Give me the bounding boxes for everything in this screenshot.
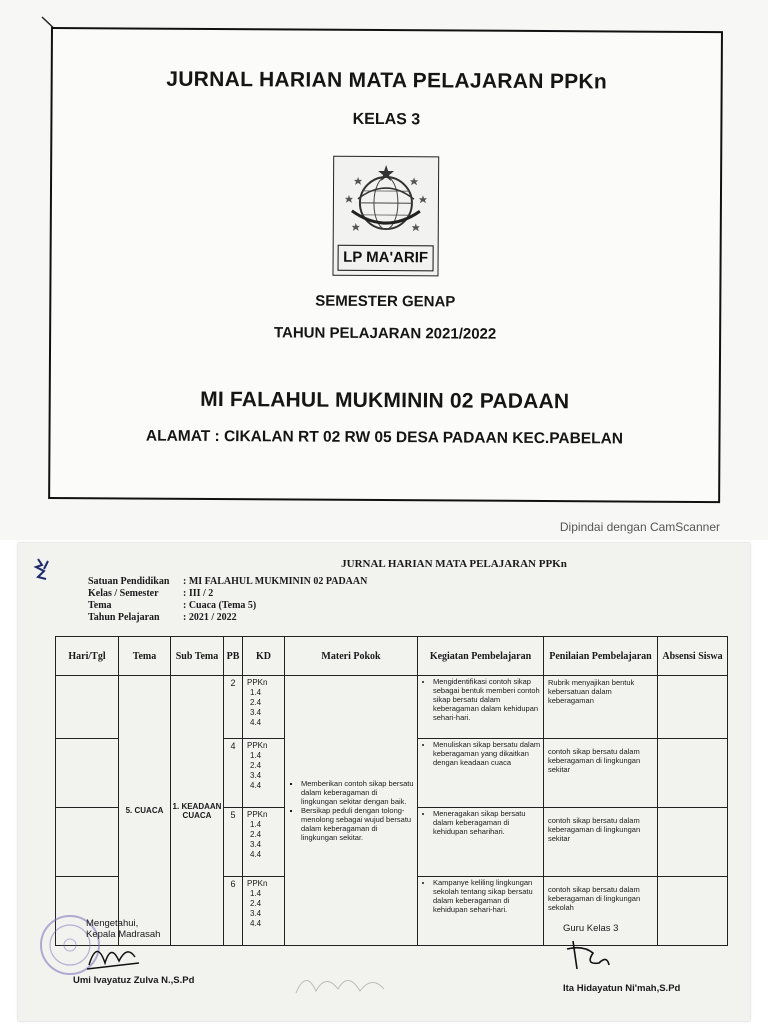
kd-item: 2.4 xyxy=(250,761,262,770)
info-value: : 2021 / 2022 xyxy=(183,612,237,623)
kd-cell xyxy=(243,808,285,877)
kd-item: 1.4 xyxy=(250,820,262,829)
kd-cell xyxy=(243,676,285,739)
kd-subject: PPKn xyxy=(247,678,268,687)
kd-item: 4.4 xyxy=(250,850,262,859)
info-label: Tema xyxy=(88,600,112,611)
column-header: Kegiatan Pembelajaran xyxy=(418,637,544,676)
kd-item: 2.4 xyxy=(250,698,262,707)
signature-role: Kepala Madrasah xyxy=(86,929,161,940)
column-header: Tema xyxy=(119,637,171,676)
cover-semester: SEMESTER GENAP xyxy=(315,292,456,311)
journal-page xyxy=(18,543,750,1021)
kd-item: 3.4 xyxy=(250,708,262,717)
principal-name: Umi Ivayatuz Zulva N.,S.Pd xyxy=(73,975,195,986)
hari-tgl-cell xyxy=(56,676,119,739)
info-row xyxy=(88,600,367,612)
camscanner-watermark: Dipindai dengan CamScanner xyxy=(559,520,720,534)
lp-maarif-logo xyxy=(332,156,439,277)
kd-item: 3.4 xyxy=(250,909,262,918)
hari-tgl-cell xyxy=(56,808,119,877)
kegiatan-item: • Kampanye keliling lingkungan sekolah tentang sikap bersatu dalam keberagaman di kehidupan sehari-hari. xyxy=(433,878,543,914)
absensi-cell xyxy=(658,877,728,946)
column-header: Absensi Siswa xyxy=(658,637,728,676)
materi-pokok-cell xyxy=(285,676,418,946)
cover-address: ALAMAT : CIKALAN RT 02 RW 05 DESA PADAAN KEC.PABELAN xyxy=(145,427,624,448)
info-row xyxy=(88,576,367,588)
teacher-name: Ita Hidayatun Ni'mah,S.Pd xyxy=(563,983,681,994)
kegiatan-item: • Meneragakan sikap bersatu dalam keberagaman di kehidupan seharihari. xyxy=(433,809,543,836)
info-row xyxy=(88,612,367,624)
column-header: KD xyxy=(243,637,285,676)
column-header: Hari/Tgl xyxy=(56,637,119,676)
journal-info-block xyxy=(88,576,367,624)
sub-tema-cell: 1. KEADAAN CUACA xyxy=(171,676,224,946)
kegiatan-cell xyxy=(418,808,544,877)
kd-item: 1.4 xyxy=(250,688,262,697)
kd-subject: PPKn xyxy=(247,741,268,750)
kd-item: 2.4 xyxy=(250,830,262,839)
column-header: PB xyxy=(224,637,243,676)
pb-cell: 4 xyxy=(224,739,243,808)
materi-item: ▪ Bersikap peduli dengan tolong- menolong sebagai wujud bersatu dalam keberagaman di lingkungan sekitar. xyxy=(301,806,414,842)
column-header: Materi Pokok xyxy=(285,637,418,676)
penilaian-cell: contoh sikap bersatu dalam keberagaman di lingkungan sekolah xyxy=(544,877,658,946)
principal-signature-icon xyxy=(83,935,143,975)
kd-item: 1.4 xyxy=(250,751,262,760)
kegiatan-cell xyxy=(418,739,544,808)
info-label: Tahun Pelajaran xyxy=(88,612,160,623)
absensi-cell xyxy=(658,739,728,808)
info-value: : Cuaca (Tema 5) xyxy=(183,600,257,611)
pb-cell: 6 xyxy=(224,877,243,946)
materi-item: ▪ Memberikan contoh sikap bersatu dalam keberagaman di lingkungan sekitar dengan baik. xyxy=(301,779,414,806)
nu-globe-emblem-icon xyxy=(344,161,429,246)
kd-cell xyxy=(243,739,285,808)
hari-tgl-cell xyxy=(56,739,119,808)
teacher-signature-title: Guru Kelas 3 xyxy=(563,923,619,934)
kd-item: 1.4 xyxy=(250,889,262,898)
kd-item: 4.4 xyxy=(250,919,262,928)
faint-handwriting-mark xyxy=(286,963,396,1003)
penilaian-cell: Rubrik menyajikan bentuk kebersatuan dalam keberagaman xyxy=(544,676,658,739)
kd-item: 4.4 xyxy=(250,781,262,790)
absensi-cell xyxy=(658,676,728,739)
penilaian-cell: contoh sikap bersatu dalam keberagaman di lingkungan sekitar xyxy=(544,808,658,877)
info-label: Kelas / Semester xyxy=(88,588,159,599)
kd-item: 4.4 xyxy=(250,718,262,727)
info-label: Satuan Pendidikan xyxy=(88,576,170,587)
pb-cell: 2 xyxy=(224,676,243,739)
kegiatan-item: • Mengidentifikasi contoh sikap sebagai bentuk memberi contoh sikap bersatu dalam keberagaman dalam kehidupan sehari-hari. xyxy=(433,677,543,722)
journal-title: JURNAL HARIAN MATA PELAJARAN PPKn xyxy=(341,558,567,570)
cover-title: JURNAL HARIAN MATA PELAJARAN PPKn xyxy=(166,67,608,94)
table-row xyxy=(56,676,728,739)
info-value: : MI FALAHUL MUKMININ 02 PADAAN xyxy=(183,576,368,587)
cover-frame xyxy=(48,27,723,503)
info-value: : III / 2 xyxy=(183,588,214,599)
journal-table xyxy=(55,636,728,946)
pb-cell: 5 xyxy=(224,808,243,877)
penilaian-cell: contoh sikap bersatu dalam keberagaman di lingkungan sekitar xyxy=(544,739,658,808)
cover-class: KELAS 3 xyxy=(352,110,421,129)
kegiatan-cell xyxy=(418,877,544,946)
kd-subject: PPKn xyxy=(247,879,268,888)
column-header: Sub Tema xyxy=(171,637,224,676)
column-header: Penilaian Pembelajaran xyxy=(544,637,658,676)
table-header-row xyxy=(56,637,728,676)
kegiatan-cell xyxy=(418,676,544,739)
info-row xyxy=(88,588,367,600)
kd-item: 2.4 xyxy=(250,899,262,908)
kd-item: 3.4 xyxy=(250,771,262,780)
teacher-signature-icon xyxy=(563,935,613,975)
logo-caption: LP MA'ARIF xyxy=(338,245,434,272)
absensi-cell xyxy=(658,808,728,877)
signature-caption: Mengetahui, xyxy=(86,918,139,929)
cover-academic-year: TAHUN PELAJARAN 2021/2022 xyxy=(273,324,497,343)
kd-cell xyxy=(243,877,285,946)
cover-school-name: MI FALAHUL MUKMININ 02 PADAAN xyxy=(200,387,570,414)
kd-subject: PPKn xyxy=(247,810,268,819)
kegiatan-item: • Menuliskan sikap bersatu dalam keberagaman yang dikaitkan dengan keadaan cuaca xyxy=(433,740,543,767)
tema-cell: 5. CUACA xyxy=(119,676,171,946)
kd-item: 3.4 xyxy=(250,840,262,849)
